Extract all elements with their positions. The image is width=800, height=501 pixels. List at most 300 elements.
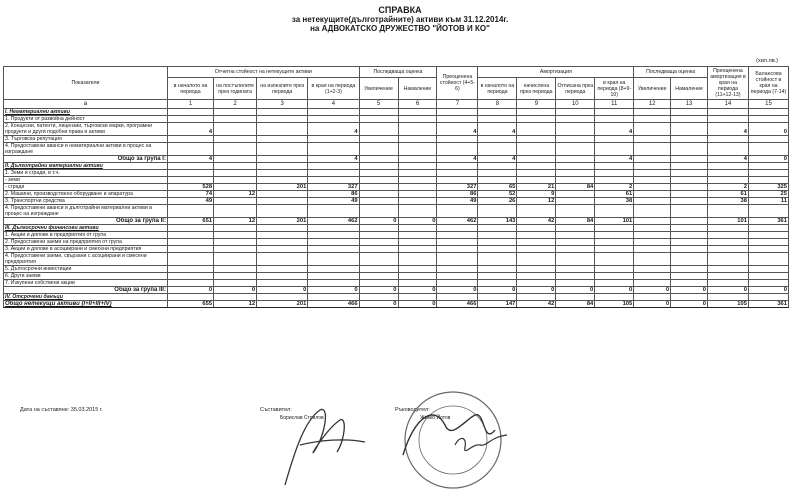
cell-value [437,246,478,253]
cell-value [167,116,213,123]
cell-value [398,136,437,143]
table-row [4,177,789,184]
cell-value [167,253,213,266]
column-number: 15 [748,100,788,109]
cell-value [359,156,398,163]
cell-value [634,273,671,280]
cell-value [308,232,359,239]
cell-value [257,143,308,156]
cell-value [517,273,556,280]
cell-value: 0 [214,287,257,294]
column-number: 10 [556,100,595,109]
header-amortization: Амортизация [478,67,634,78]
row-label: II. Дълготрайни материални активи [4,163,168,170]
cell-value [517,294,556,301]
cell-value [359,116,398,123]
column-number: 6 [398,100,437,109]
cell-value: 101 [595,218,634,225]
cell-value [517,163,556,170]
cell-value [167,205,213,218]
cell-value [308,177,359,184]
cell-value [556,123,595,136]
cell-value [634,198,671,205]
cell-value [517,177,556,184]
cell-value: 0 [167,287,213,294]
row-label: 4. Предоставени аванси и дълготрайни материални активи в процес на изграждане [4,205,168,218]
cell-value [707,280,748,287]
cell-value [214,156,257,163]
cell-value [595,177,634,184]
cell-value [671,205,708,218]
cell-value [671,246,708,253]
cell-value [671,273,708,280]
cell-value [257,136,308,143]
cell-value [634,191,671,198]
cell-value [595,280,634,287]
cell-value [359,170,398,177]
row-label: 3. Акции и дялове в асоциирани и смесени предприятия [4,246,168,253]
column-number: 13 [671,100,708,109]
total-row [4,156,789,163]
cell-value [671,109,708,116]
cell-value: 4 [595,123,634,136]
cell-value [748,246,788,253]
cell-value [634,163,671,170]
cell-value: 361 [748,218,788,225]
row-label: 5. Дългосрочни инвестиции [4,266,168,273]
cell-value: 0 [748,123,788,136]
row-label: 2. Концесии, патенти, лицензии, търговски марки, програмни продукти и други подобни права и активи [4,123,168,136]
cell-value [398,123,437,136]
cell-value [707,143,748,156]
cell-value [167,109,213,116]
cell-value [359,109,398,116]
header-balance: Балансова стойност в края на периода (7-14) [748,67,788,100]
row-label: 7. Изкупени собствени акции [4,280,168,287]
cell-value [359,163,398,170]
subheader-am-accrued: начислена през периода [517,78,556,100]
cell-value [634,184,671,191]
cell-value [671,123,708,136]
column-number: 9 [517,100,556,109]
cell-value [707,177,748,184]
cell-value: 4 [308,123,359,136]
cell-value [671,253,708,266]
cell-value [359,273,398,280]
compile-date: Дата на съставяне: 35.03.2015 г. [20,407,103,413]
cell-value [167,246,213,253]
row-label: 4. Предоставени аванси и нематериални активи в процес на изграждане [4,143,168,156]
row-label: - сгради [4,184,168,191]
row-label: Общо нетекущи активи (I+II+III+IV) [4,301,168,308]
cell-value [634,225,671,232]
row-label: 2. Машини, производствено оборудване и апаратура [4,191,168,198]
row-label: III. Дългосрочни финансови активи [4,225,168,232]
cell-value: 42 [517,301,556,308]
cell-value [214,116,257,123]
table-row [4,239,789,246]
cell-value [556,156,595,163]
cell-value [634,136,671,143]
cell-value [595,143,634,156]
cell-value: 466 [308,301,359,308]
cell-value [437,116,478,123]
header-revalued: Преоценена стойност (4+5-6) [437,67,478,100]
cell-value [359,177,398,184]
cell-value [556,225,595,232]
cell-value [748,136,788,143]
cell-value: 86 [308,191,359,198]
cell-value [167,294,213,301]
cell-value [671,232,708,239]
cell-value [437,266,478,273]
cell-value [707,294,748,301]
cell-value [359,198,398,205]
cell-value [398,116,437,123]
cell-value [398,156,437,163]
cell-value [671,198,708,205]
cell-value [517,225,556,232]
company-stamp [395,385,510,495]
cell-value [556,294,595,301]
cell-value [748,239,788,246]
cell-value [257,225,308,232]
cell-value [167,225,213,232]
cell-value: 12 [517,198,556,205]
table-row [4,198,789,205]
row-label: IV. Отсрочени данъци [4,294,168,301]
column-number: 4 [308,100,359,109]
cell-value [478,253,517,266]
cell-value [308,143,359,156]
cell-value [707,239,748,246]
cell-value [748,205,788,218]
compiler-signature [265,390,375,490]
cell-value [214,184,257,191]
cell-value [671,170,708,177]
cell-value [437,273,478,280]
assets-table [3,66,789,308]
subheader-decrease-2: Намаление [671,78,708,100]
cell-value [634,294,671,301]
cell-value [671,184,708,191]
cell-value [707,253,748,266]
cell-value: 49 [167,198,213,205]
cell-value: 74 [167,191,213,198]
cell-value [257,205,308,218]
cell-value [671,280,708,287]
cell-value [398,198,437,205]
cell-value [595,266,634,273]
cell-value [478,170,517,177]
cell-value [398,170,437,177]
column-number: 3 [257,100,308,109]
cell-value [214,246,257,253]
cell-value [167,273,213,280]
cell-value [167,266,213,273]
cell-value [748,253,788,266]
cell-value: 4 [437,123,478,136]
cell-value [437,294,478,301]
cell-value [214,280,257,287]
cell-value [556,239,595,246]
compiler-name: Борислав Стоилов [280,415,324,421]
cell-value [707,170,748,177]
cell-value [308,273,359,280]
cell-value [634,170,671,177]
cell-value: 528 [167,184,213,191]
cell-value [517,170,556,177]
row-label: 3. Търговска репутация [4,136,168,143]
total-row [4,287,789,294]
cell-value [437,225,478,232]
cell-value [214,273,257,280]
row-label: 1. Акции и дялове в предприятия от група [4,232,168,239]
cell-value [257,246,308,253]
cell-value [437,239,478,246]
cell-value [517,246,556,253]
cell-value [707,246,748,253]
cell-value: 11 [748,198,788,205]
cell-value [748,163,788,170]
cell-value: 61 [707,191,748,198]
column-number: 8 [478,100,517,109]
cell-value: 26 [478,198,517,205]
header-revalued-amort: Преоценена амортизация в края на периода (11+12-13) [707,67,748,100]
cell-value [707,163,748,170]
cell-value [671,239,708,246]
subheader-begin: в началото на периода [167,78,213,100]
cell-value: 143 [478,218,517,225]
cell-value [634,205,671,218]
cell-value [359,266,398,273]
cell-value [359,232,398,239]
cell-value [556,143,595,156]
cell-value [478,266,517,273]
cell-value [214,225,257,232]
cell-value: 0 [556,287,595,294]
cell-value [478,232,517,239]
cell-value [748,143,788,156]
cell-value: 2 [707,184,748,191]
table-row [4,253,789,266]
cell-value: 0 [671,287,708,294]
cell-value [359,239,398,246]
table-row [4,232,789,239]
cell-value [359,294,398,301]
unit-label: (хил.лв.) [756,58,778,64]
cell-value [517,239,556,246]
section-row [4,294,789,301]
cell-value [634,239,671,246]
cell-value [595,294,634,301]
cell-value: 0 [437,287,478,294]
cell-value [595,246,634,253]
cell-value: 0 [398,287,437,294]
cell-value [634,232,671,239]
column-number: 7 [437,100,478,109]
cell-value [478,116,517,123]
cell-value [556,191,595,198]
cell-value [398,184,437,191]
cell-value [257,280,308,287]
cell-value [595,273,634,280]
cell-value: 4 [707,123,748,136]
table-row [4,273,789,280]
cell-value [748,294,788,301]
table-row [4,280,789,287]
subheader-received: на постъпилите през годината [214,78,257,100]
cell-value [398,253,437,266]
cell-value [671,143,708,156]
cell-value [595,163,634,170]
cell-value [707,273,748,280]
cell-value: 462 [308,218,359,225]
cell-value [478,205,517,218]
cell-value [398,266,437,273]
cell-value [359,205,398,218]
cell-value [707,109,748,116]
grand-total-row [4,301,789,308]
cell-value [634,109,671,116]
cell-value [167,239,213,246]
cell-value: 655 [167,301,213,308]
cell-value: 49 [437,198,478,205]
cell-value [671,218,708,225]
subheader-am-end: в края на периода (8+9-10) [595,78,634,100]
table-row [4,246,789,253]
cell-value: 4 [707,156,748,163]
cell-value [556,116,595,123]
cell-value: 0 [634,287,671,294]
cell-value [359,136,398,143]
row-label: 1. Земи и сгради, в т.ч. [4,170,168,177]
cell-value [437,136,478,143]
cell-value [257,109,308,116]
doc-subtitle: за нетекущите(дълготрайните) активи към 31.12.2014г. [291,15,509,24]
cell-value [308,266,359,273]
cell-value [257,116,308,123]
cell-value [634,123,671,136]
subheader-am-begin: в началото на периода [478,78,517,100]
cell-value [214,232,257,239]
cell-value: 38 [707,198,748,205]
row-label: 3. Транспортни средства [4,198,168,205]
table-row [4,170,789,177]
subheader-am-written: Отписана през периода [556,78,595,100]
cell-value [398,246,437,253]
header-acquisition: Отчетна стойност на нетекущите активи [167,67,359,78]
doc-title: СПРАВКА [378,5,422,15]
cell-value: 0 [398,301,437,308]
table-row [4,143,789,156]
cell-value [595,232,634,239]
cell-value: 0 [595,287,634,294]
cell-value [671,136,708,143]
cell-value [398,294,437,301]
row-label: Общо за група II: [4,218,168,225]
cell-value: 84 [556,218,595,225]
cell-value [257,273,308,280]
cell-value [556,246,595,253]
row-label: 1. Продукти от развойна дейност [4,116,168,123]
cell-value: 201 [257,218,308,225]
cell-value [398,205,437,218]
cell-value [671,177,708,184]
header-revaluation: Последваща оценка [359,67,437,78]
cell-value [214,109,257,116]
row-label: - земи [4,177,168,184]
cell-value [707,266,748,273]
cell-value [398,109,437,116]
cell-value [437,232,478,239]
cell-value [671,191,708,198]
cell-value [359,191,398,198]
manager-label: Ръководител: [395,407,430,413]
table-row [4,116,789,123]
table-row [4,136,789,143]
table-row [4,123,789,136]
column-number: 11 [595,100,634,109]
cell-value [257,123,308,136]
cell-value [517,205,556,218]
row-label: 6. Други заеми [4,273,168,280]
company-name: на АДВОКАТСКО ДРУЖЕСТВО "ЙОТОВ И КО" [310,24,490,33]
cell-value [748,109,788,116]
cell-value [214,198,257,205]
column-numbers-row [4,100,789,109]
cell-value [214,205,257,218]
cell-value [398,239,437,246]
header-indicators: Показатели [4,67,168,100]
cell-value: 21 [517,184,556,191]
cell-value [478,273,517,280]
cell-value [748,280,788,287]
cell-value [398,225,437,232]
cell-value [398,232,437,239]
cell-value [634,143,671,156]
cell-value: 12 [214,301,257,308]
cell-value: 52 [478,191,517,198]
cell-value: 4 [167,123,213,136]
cell-value [556,109,595,116]
row-label: I. Нематериални активи [4,109,168,116]
cell-value [437,205,478,218]
cell-value [517,280,556,287]
cell-value [707,232,748,239]
column-number: 12 [634,100,671,109]
cell-value [308,116,359,123]
cell-value [359,253,398,266]
cell-value [748,170,788,177]
table-row [4,205,789,218]
cell-value [214,143,257,156]
cell-value [517,123,556,136]
cell-value: 0 [671,301,708,308]
cell-value [257,232,308,239]
section-row [4,163,789,170]
section-row [4,109,789,116]
cell-value [595,205,634,218]
cell-value [398,143,437,156]
cell-value [308,170,359,177]
cell-value: 361 [748,301,788,308]
cell-value [595,253,634,266]
cell-value [517,143,556,156]
cell-value [214,177,257,184]
cell-value [308,294,359,301]
cell-value [671,266,708,273]
